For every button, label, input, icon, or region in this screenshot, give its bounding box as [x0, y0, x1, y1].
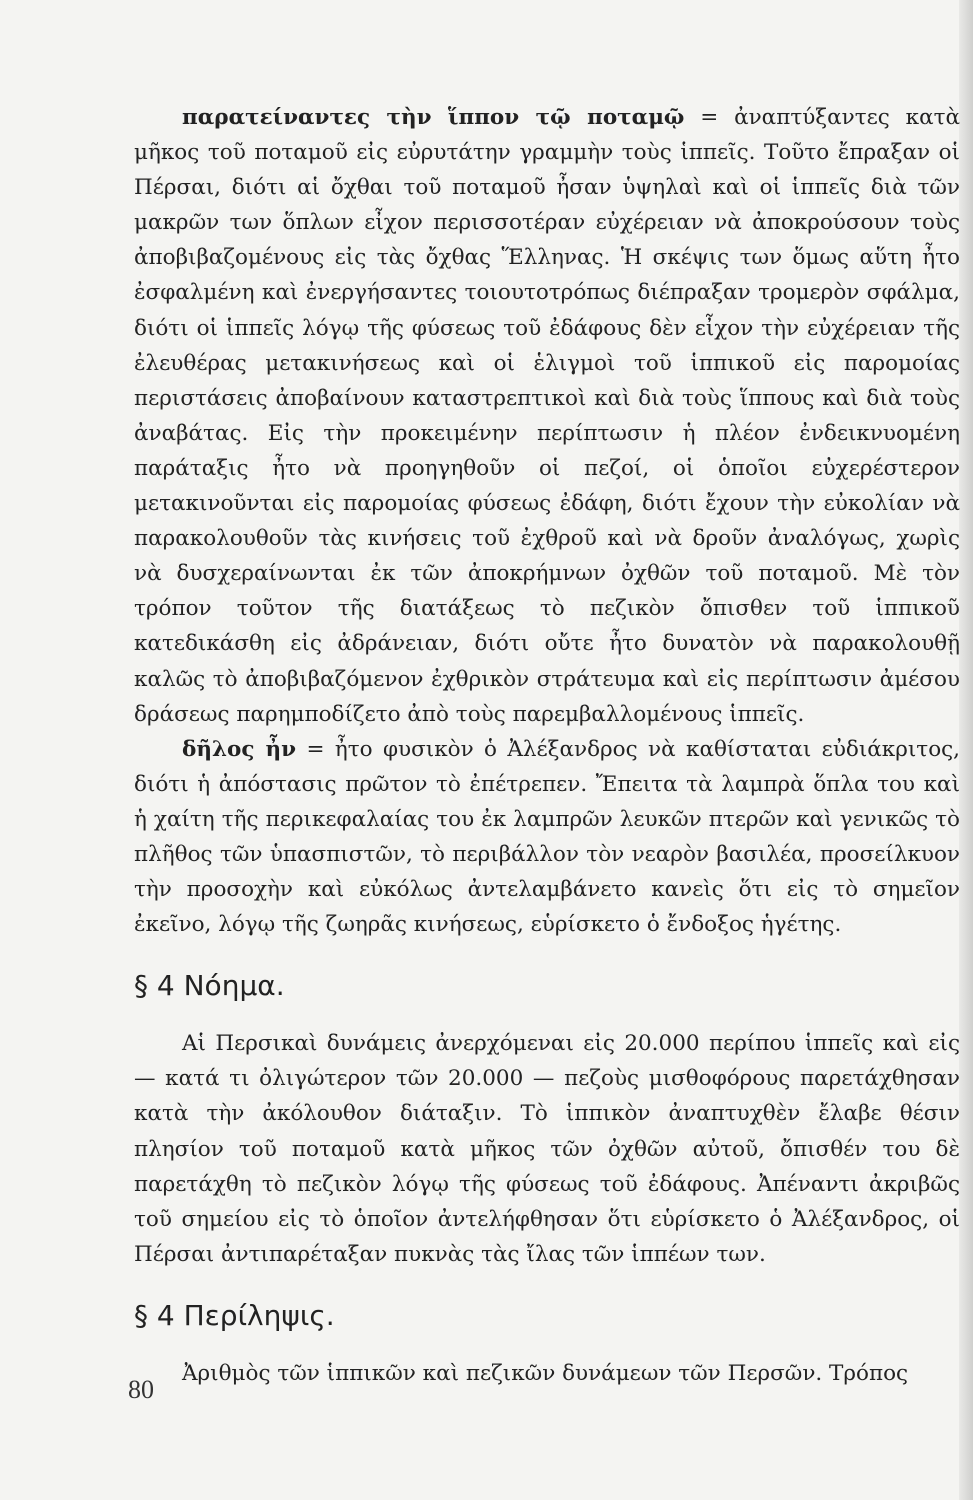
paragraph-noima: Αἱ Περσικαὶ δυνάμεις ἀνερχόμεναι εἰς 20.000 περίπου ἱππεῖς καὶ εἰς — κατά τι ὀλιγώτερον τῶν 20.000 — πεζοὺς μισθοφόρους παρετάχθησαν κατὰ τὴν ἀκόλουθον διάταξιν. Τὸ ἱππικὸν ἀναπτυχθὲν ἔλαβε θέσιν πλησίον τοῦ ποταμοῦ κατὰ μῆκος τῶν ὀχθῶν αὐτοῦ, ὄπισθέν του δὲ παρετάχθη τὸ πεζικὸν λόγῳ τῆς φύσεως τοῦ ἐδάφους. Ἀπέναντι ἀκριβῶς τοῦ σημείου εἰς τὸ ὁποῖον ἀντελήφθησαν ὅτι εὑρίσκετο ὁ Ἀλέξανδρος, οἱ Πέρσαι ἀντιπαρέταξαν πυκνὰς τὰς ἴλας τῶν ἱππέων των.: [134, 1031, 960, 1267]
paragraph-commentary-2: [134, 732, 960, 943]
paragraph-text: = ἦτο φυσικὸν ὁ Ἀλέξανδρος νὰ καθίσταται εὐδιάκριτος, διότι ἡ ἀπόστασις πρῶτον τὸ ἐπέτρεπεν. Ἔπειτα τὰ λαμπρὰ ὅπλα του καὶ ἡ χαίτη τῆς περικεφαλαίας του ἐκ λαμπρῶν λευκῶν πτερῶν καὶ γενικῶς τὸ πλῆθος τῶν ὑπασπιστῶν, τὸ περιβάλλον τὸν νεαρὸν βασιλέα, προσείλκυον τὴν προσοχὴν καὶ εὐκόλως ἀντελαμβάνετο κανεὶς ὅτι εἰς τὸ σημεῖον ἐκεῖνο, λόγῳ τῆς ζωηρᾶς κινήσεως, εὑρίσκετο ὁ ἔνδοξος ἡγέτης.: [134, 736, 961, 938]
glossary-term: παρατείναντες τὴν ἵππον τῷ ποταμῷ: [182, 105, 685, 130]
page-body: [134, 100, 960, 1391]
paragraph-perilipsis: Ἀριθμὸς τῶν ἱππικῶν καὶ πεζικῶν δυνάμεων τῶν Περσῶν. Τρόπος: [182, 1360, 909, 1386]
section-heading-perilipsis: § 4 Περίληψις.: [134, 1298, 335, 1332]
page-number: 80: [128, 1375, 154, 1404]
page-edge: [959, 0, 973, 1500]
section-heading-noima: § 4 Νόημα.: [134, 969, 285, 1003]
paragraph-commentary-1: [134, 100, 960, 732]
glossary-term: δῆλος ἦν: [182, 736, 297, 762]
paragraph-text: = ἀναπτύξαντες κατὰ μῆκος τοῦ ποταμοῦ εἰς εὐρυτάτην γραμμὴν τοὺς ἱππεῖς. Τοῦτο ἔπραξαν οἱ Πέρσαι, διότι αἱ ὄχθαι τοῦ ποταμοῦ ἦσαν ὑψηλαὶ καὶ οἱ ἱππεῖς διὰ τῶν μακρῶν των ὅπλων εἶχον περισσοτέραν εὐχέρειαν νὰ ἀποκρούσουν τοὺς ἀποβιβαζομένους εἰς τὰς ὄχθας Ἕλληνας. Ἡ σκέψις των ὅμως αὕτη ἦτο ἐσφαλμένη καὶ ἐνεργήσαντες τοιουτοτρόπως διέπραξαν τρομερὸν σφάλμα, διότι οἱ ἱππεῖς λόγῳ τῆς φύσεως τοῦ ἐδάφους δὲν εἶχον τὴν εὐχέρειαν τῆς ἐλευθέρας μετακινήσεως καὶ οἱ ἑλιγμοὶ τοῦ ἱππικοῦ εἰς παρομοίας περιστάσεις ἀποβαίνουν καταστρεπτικοὶ καὶ διὰ τοὺς ἵππους καὶ διὰ τοὺς ἀναβάτας. Εἰς τὴν προκειμένην περίπτωσιν ἡ πλέον ἐνδεικνυομένη παράταξις ἦτο νὰ προηγηθοῦν οἱ πεζοί, οἱ ὁποῖοι εὐχερέστερον μετακινοῦνται εἰς παρομοίας φύσεως ἐδάφη, διότι ἔχουν τὴν εὐκολίαν νὰ παρακολουθοῦν τὰς κινήσεις τοῦ ἐχθροῦ καὶ νὰ δροῦν ἀναλόγως, χωρὶς νὰ δυσχεραίνωνται ἐκ τῶν ἀποκρήμνων ὀχθῶν τοῦ ποταμοῦ. Μὲ τὸν τρόπον τοῦτον τῆς διατάξεως τὸ πεζικὸν ὄπισθεν τοῦ ἱππικοῦ κατεδικάσθη εἰς ἀδράνειαν, διότι οὔτε ἦτο δυνατὸν νὰ παρακολουθῇ καλῶς τὸ ἀποβιβαζόμενον ἐχθρικὸν στράτευμα καὶ εἰς περίπτωσιν ἀμέσου δράσεως παρημποδίζετο ἀπὸ τοὺς παρεμβαλλομένους ἱππεῖς.: [134, 105, 960, 727]
